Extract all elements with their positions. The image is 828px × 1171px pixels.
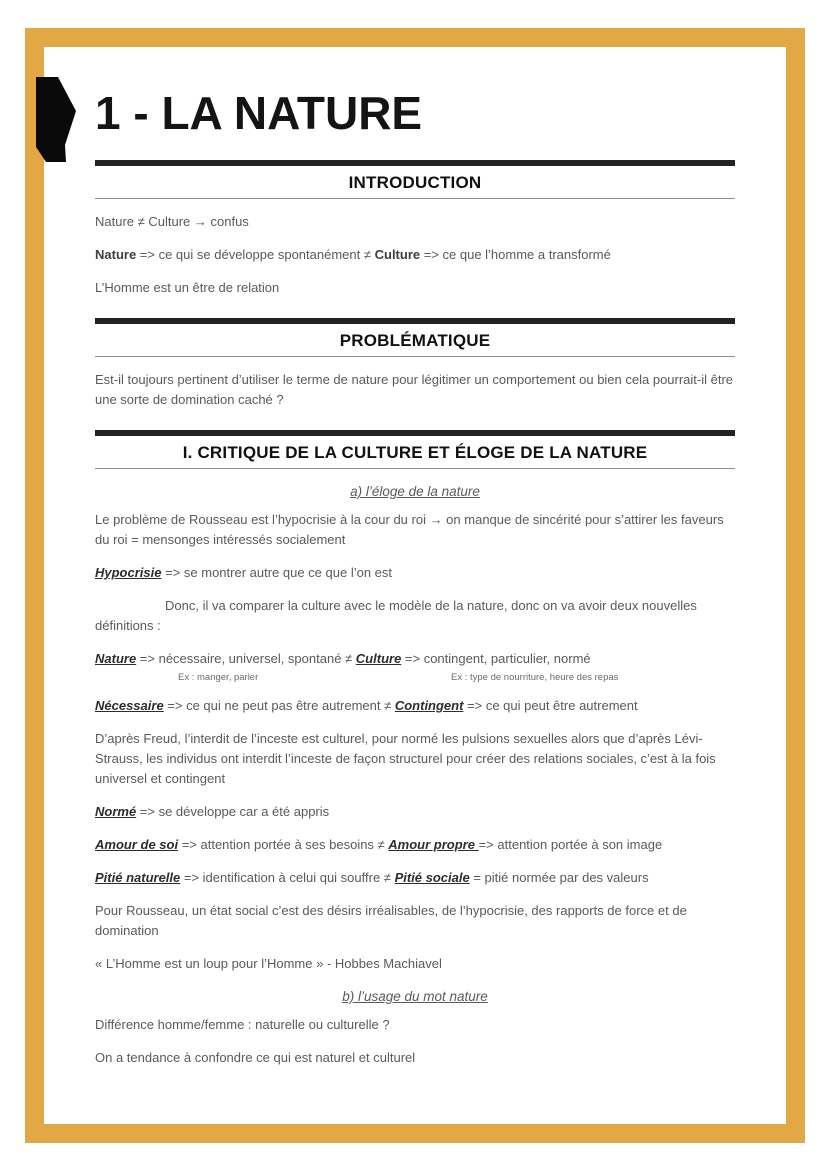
paragraph (95, 245, 735, 265)
paragraph (95, 649, 735, 669)
text-run: => se montrer autre que ce que l’on est (161, 565, 393, 580)
text-run: => se développe car a été appris (136, 804, 330, 819)
term-text: Amour propre (388, 837, 479, 852)
paragraph (95, 696, 735, 716)
paragraph (95, 901, 735, 941)
text-run: Culture (374, 247, 421, 262)
text-run: Différence homme/femme : naturelle ou culturelle ? (95, 1017, 390, 1032)
text-run: => nécessaire, universel, spontané ≠ (136, 651, 356, 666)
sub-heading (95, 483, 735, 500)
paragraph (95, 868, 735, 888)
paragraph (95, 278, 735, 298)
term-text: Amour de soi (95, 837, 179, 852)
text-run: => attention portée à ses besoins ≠ (178, 837, 389, 852)
term-text: Contingent (394, 698, 464, 713)
text-run: => identification à celui qui souffre ≠ (180, 870, 395, 885)
paragraph (95, 212, 735, 232)
sub-heading (95, 988, 735, 1005)
term-text: Pitié naturelle (95, 870, 181, 885)
text-run: D’après Freud, l’interdit de l’inceste est culturel, pour normé les pulsions sexuelles alors que d’après Lévi-Strauss, les individus ont interdit l’inceste de façon structurel pour créer des relations sociales, c’est à la fois universel et contingent (95, 731, 716, 786)
paragraph (95, 510, 735, 550)
term-text: Pitié sociale (394, 870, 470, 885)
example-note: Ex : manger, parler (178, 672, 259, 683)
paragraph (95, 1048, 735, 1068)
text-run: Nature ≠ Culture → confus (95, 214, 249, 229)
section-heading-label: PROBLÉMATIQUE (339, 331, 491, 350)
section-heading-banner (95, 160, 735, 199)
text-run: Nature (95, 247, 137, 262)
term-text: Normé (95, 804, 137, 819)
section-heading-label: I. CRITIQUE DE LA CULTURE ET ÉLOGE DE LA NATURE (182, 443, 648, 462)
text-run: Le problème de Rousseau est l’hypocrisie à la cour du roi → on manque de sincérité pour s’attirer les faveurs du roi = mensonges intéressés socialement (95, 512, 724, 547)
text-run: Est-il toujours pertinent d’utiliser le terme de nature pour légitimer un comportement ou bien cela pourrait-il être une sorte de domination caché ? (95, 372, 734, 407)
sub-heading-label: b) l’usage du mot nature (342, 989, 488, 1004)
example-note: Ex : type de nourriture, heure des repas (451, 672, 619, 683)
example-note-line (95, 671, 735, 685)
text-run: => ce que l’homme a transformé (420, 247, 611, 262)
paragraph (95, 1015, 735, 1035)
section-heading-banner (95, 430, 735, 469)
paragraph (95, 802, 735, 822)
paragraph (95, 370, 735, 410)
text-run: Pour Rousseau, un état social c’est des désirs irréalisables, de l’hypocrisie, des rapports de force et de domination (95, 903, 687, 938)
text-run: => ce qui peut être autrement (463, 698, 638, 713)
term-text: Culture (355, 651, 402, 666)
term-text: Nature (95, 651, 137, 666)
paragraph (95, 729, 735, 789)
paragraph (95, 954, 735, 974)
bookmark-icon (35, 76, 78, 164)
sub-heading-label: a) l’éloge de la nature (350, 484, 480, 499)
text-run: = pitié normée par des valeurs (469, 870, 649, 885)
page-title: 1 - LA NATURE (95, 87, 423, 139)
term-text: Nécessaire (95, 698, 164, 713)
section-heading-banner (95, 318, 735, 357)
text-run: L’Homme est un être de relation (95, 280, 280, 295)
text-run: On a tendance à confondre ce qui est naturel et culturel (95, 1050, 416, 1065)
paragraph (95, 596, 735, 636)
text-run: « L’Homme est un loup pour l’Homme » - Hobbes Machiavel (95, 956, 442, 971)
paragraph (95, 563, 735, 583)
term-text: Hypocrisie (95, 565, 162, 580)
document-content (95, 86, 735, 1081)
section-heading-label: INTRODUCTION (348, 173, 482, 192)
text-run: => ce qui se développe spontanément ≠ (136, 247, 375, 262)
text-run: => ce qui ne peut pas être autrement ≠ (163, 698, 395, 713)
text-run: => contingent, particulier, normé (401, 651, 591, 666)
document-body (95, 160, 735, 1068)
text-run: Donc, il va comparer la culture avec le modèle de la nature, donc on va avoir deux nouvelles définitions : (95, 598, 697, 633)
text-run: => attention portée à son image (478, 837, 663, 852)
paragraph (95, 835, 735, 855)
